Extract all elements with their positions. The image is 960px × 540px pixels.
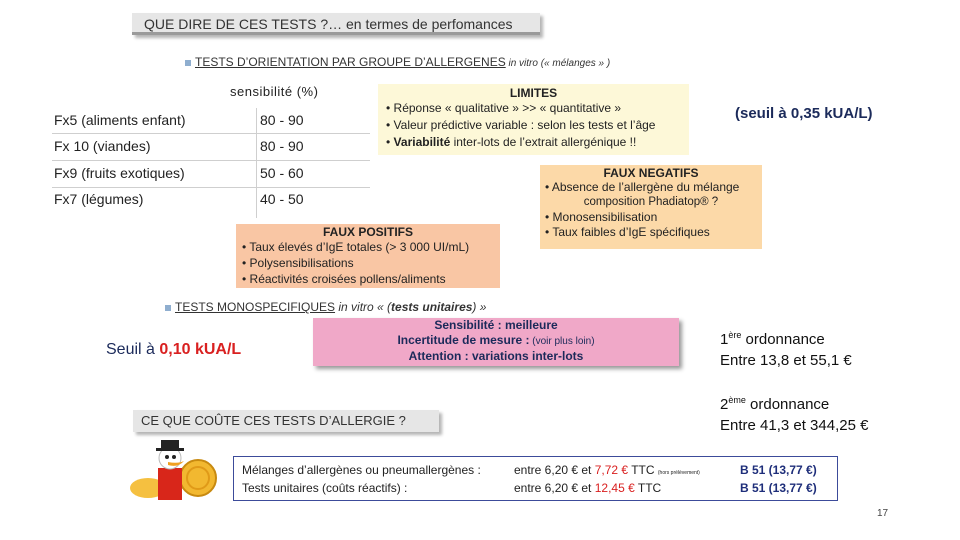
- false-negatives-title: FAUX NEGATIFS: [603, 166, 699, 180]
- row-value: 80 - 90: [260, 138, 304, 154]
- row-value: 40 - 50: [260, 191, 304, 207]
- section-monospecific-label: TESTS MONOSPECIFIQUES: [175, 300, 336, 314]
- table-row: Tests unitaires (coûts réactifs) : entre 6,20 € et 12,45 € TTC B 51 (13,77 €): [242, 481, 817, 495]
- cost-table: [233, 456, 838, 501]
- list-item: • Absence de l’allergène du mélange: [545, 180, 740, 194]
- sensitivity-note-box: Sensibilité : meilleure Incertitude de mesure : (voir plus loin) Attention : variations inter-lots: [313, 318, 679, 366]
- list-item: • Valeur prédictive variable : selon les tests et l’âge: [386, 118, 656, 132]
- page-number: 17: [877, 508, 889, 519]
- scrooge-coins-illustration: [128, 438, 218, 500]
- section-monospecific-heading: TESTS MONOSPECIFIQUES in vitro « (tests unitaires) »: [165, 300, 486, 314]
- ordonnance-2: 2ème ordonnance Entre 41,3 et 344,25 €: [720, 395, 869, 434]
- row-name: Fx7 (légumes): [54, 191, 144, 207]
- list-item: • Variabilité inter-lots de l’extrait allergénique !!: [386, 135, 637, 149]
- limites-box: [378, 84, 689, 155]
- false-positives-box: [236, 224, 500, 288]
- table-row: [52, 161, 370, 185]
- section-orientation-suffix: in vitro (« mélanges » ): [505, 58, 611, 69]
- section-orientation-heading: [185, 55, 610, 69]
- table-row: [52, 134, 370, 158]
- table-header-sensitivity: sensibilité (%): [230, 84, 319, 99]
- table-row: Mélanges d’allergènes ou pneumallergènes : entre 6,20 € et 7,72 € TTC (hors prélèvement) B 51 (13,77 €): [242, 463, 817, 477]
- page-title: QUE DIRE DE CES TESTS ?… en termes de perfomances: [132, 13, 540, 35]
- list-item: • Taux élevés d’IgE totales (> 3 000 UI/mL): [242, 240, 470, 254]
- row-value: 80 - 90: [260, 112, 304, 128]
- limites-title: LIMITES: [509, 86, 558, 100]
- threshold-unit: Seuil à 0,10 kUA/L: [106, 341, 242, 358]
- row-name: Fx9 (fruits exotiques): [54, 165, 185, 181]
- table-row: [52, 108, 370, 132]
- list-item: • Taux faibles d’IgE spécifiques: [545, 225, 710, 239]
- list-item: • Polysensibilisations: [242, 256, 354, 270]
- list-item: • Réponse « qualitative » >> « quantitative »: [386, 101, 622, 115]
- list-item: • Monosensibilisation: [545, 210, 658, 224]
- square-bullet-icon: [185, 60, 191, 66]
- list-item-continued: composition Phadiatop® ?: [583, 196, 719, 208]
- ordonnance-1: 1ère ordonnance Entre 13,8 et 55,1 €: [720, 330, 852, 369]
- list-item: • Réactivités croisées pollens/aliments: [242, 272, 446, 286]
- row-name: Fx 10 (viandes): [54, 138, 151, 154]
- row-name: Fx5 (aliments enfant): [54, 112, 186, 128]
- threshold-mixed: (seuil à 0,35 kUA/L): [735, 105, 873, 122]
- false-negatives-box: [540, 165, 762, 249]
- row-value: 50 - 60: [260, 165, 304, 181]
- square-bullet-icon: [165, 305, 171, 311]
- false-positives-title: FAUX POSITIFS: [322, 225, 413, 239]
- table-row: [52, 187, 370, 211]
- section-orientation-label: TESTS D’ORIENTATION PAR GROUPE D’ALLERGENES: [195, 55, 506, 69]
- cost-heading: CE QUE COÛTE CES TESTS D’ALLERGIE ?: [133, 410, 439, 432]
